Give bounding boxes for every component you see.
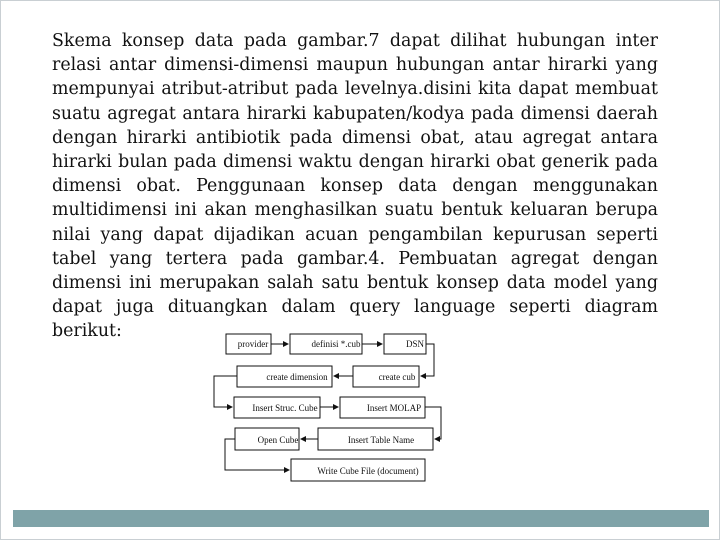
open-cube-label: Open Cube xyxy=(257,435,299,445)
provider-box xyxy=(226,334,271,354)
definisi-cub-label: definisi *.cub xyxy=(311,339,361,349)
create-cub-label: create cub xyxy=(378,372,416,382)
body-paragraph: Skema konsep data pada gambar.7 dapat dilihat hubungan inter relasi antar dimensi-dimensi maupun hubungan antar hirarki yang mempunyai atribut-atribut pada levelnya.disini kita dapat membuat suatu agregat antara hirarki kabupaten/kodya pada dimensi daerah dengan hirarki antibiotik pada dimensi obat, atau agregat antara hirarki bulan pada dimensi waktu dengan hirarki obat generik pada dimensi obat. Penggunaan konsep data dengan menggunakan multidimensi ini akan menghasilkan suatu bentuk keluaran berupa nilai yang dapat dijadikan acuan pengambilan kepurusan seperti tabel yang tertera pada gambar.4. Pembuatan agregat dengan dimensi ini merupakan salah satu bentuk konsep data model yang dapat juga dituangkan dalam query language seperti diagram berikut: xyxy=(52,31,658,342)
insert-molap-label: Insert MOLAP xyxy=(366,403,422,413)
insert-struc-cube-label: Insert Struc. Cube xyxy=(252,403,318,413)
open-cube-box xyxy=(235,428,299,450)
footer-bar xyxy=(13,510,709,527)
create-dimension-box xyxy=(237,366,332,387)
insert-molap-box xyxy=(340,397,425,418)
create-dimension-label: create dimension xyxy=(266,372,328,382)
dsn-label: DSN xyxy=(405,339,425,349)
definisi-cub-box xyxy=(290,334,362,354)
insert-table-name-box xyxy=(318,428,433,450)
insert-struc-cube-box xyxy=(234,397,320,418)
provider-label: provider xyxy=(237,339,269,349)
create-cub-box xyxy=(353,366,419,387)
dsn-box xyxy=(384,334,426,354)
insert-table-name-label: Insert Table Name xyxy=(347,435,415,445)
write-cube-file-box xyxy=(291,459,425,481)
flow-diagram xyxy=(1,1,720,541)
write-cube-file-label: Write Cube File (document) xyxy=(317,466,419,476)
